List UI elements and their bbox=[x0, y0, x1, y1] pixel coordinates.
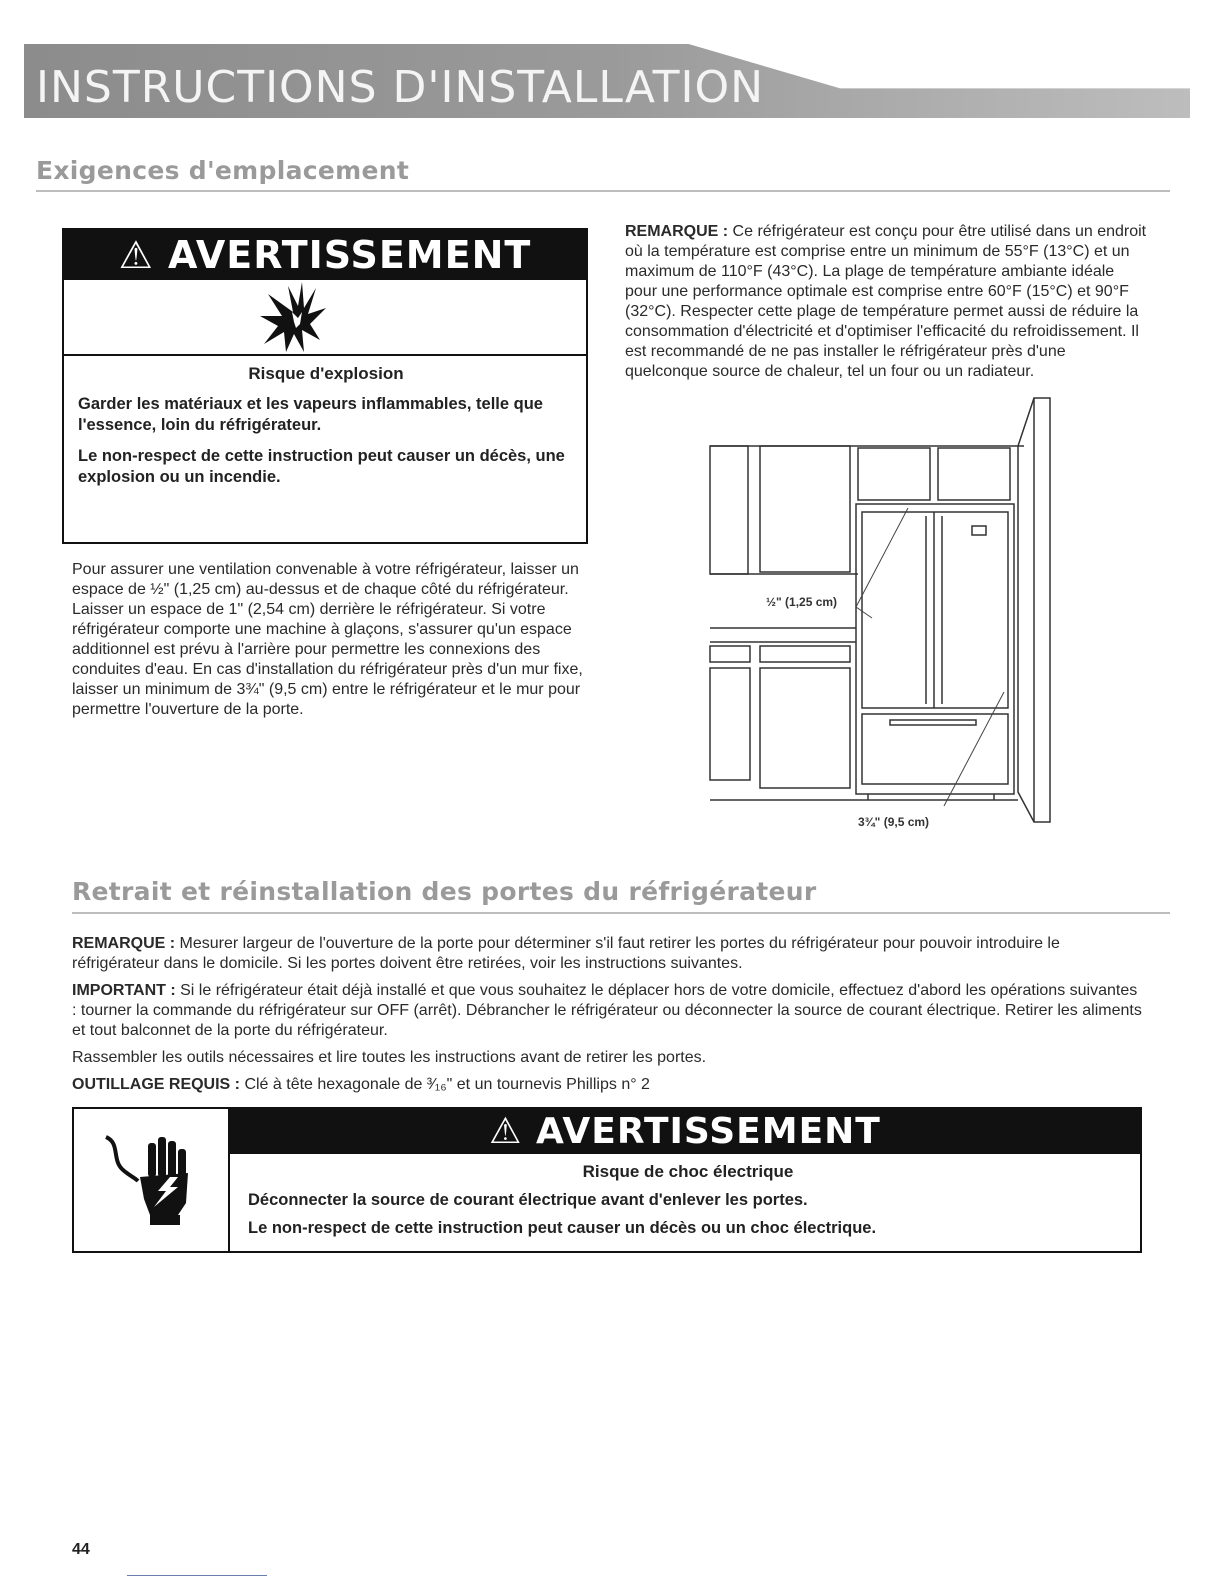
remark-text: Mesurer largeur de l'ouverture de la porte pour déterminer s'il faut retirer les portes du réfrigérateur pour pouvoir introduire le réfrigérateur dans le domicile. Si les portes doivent être retirées, voir les instructions suivantes. bbox=[72, 935, 1060, 972]
footer-line bbox=[127, 1575, 267, 1576]
refrigerator-clearance-diagram bbox=[704, 392, 1054, 842]
warning-label: AVERTISSEMENT bbox=[168, 233, 532, 277]
shock-warning-content bbox=[230, 1109, 1140, 1239]
tools-label: OUTILLAGE REQUIS : bbox=[72, 1076, 240, 1093]
shock-icon-cell bbox=[74, 1109, 230, 1251]
temperature-remark bbox=[625, 222, 1147, 382]
important-label: IMPORTANT : bbox=[72, 982, 176, 999]
page-title: INSTRUCTIONS D'INSTALLATION bbox=[36, 62, 764, 113]
section-heading-doors: Retrait et réinstallation des portes du réfrigérateur bbox=[72, 877, 817, 906]
ventilation-paragraph: Pour assurer une ventilation convenable à votre réfrigérateur, laisser un espace de ½" (1,25 cm) au-dessus et de chaque côté du réfrigérateur. Laisser un espace de 1" (2,54 cm) derrière le réfrigérateur. Si votre réfrigérateur comporte une machine à glaçons, s'assurer qu'un espace additionnel est prévu à l'arrière pour permettre les connexions des conduites d'eau. En cas d'installation du réfrigérateur près d'un mur fixe, laisser un minimum de 3¾" (9,5 cm) entre le réfrigérateur et le mur pour permettre l'ouverture de la porte. bbox=[72, 561, 583, 718]
warning-consequence: Le non-respect de cette instruction peut causer un décès ou un choc électrique. bbox=[248, 1219, 877, 1237]
doors-text-block bbox=[72, 934, 1142, 1095]
warning-instruction: Garder les matériaux et les vapeurs inflammables, telle que l'essence, loin du réfrigérateur. bbox=[78, 395, 543, 434]
warning-header bbox=[230, 1109, 1140, 1154]
page-number: 44 bbox=[72, 1541, 90, 1558]
clearance-label-top: ½" (1,25 cm) bbox=[766, 595, 838, 609]
tools-text: Clé à tête hexagonale de ³⁄₁₆" et un tournevis Phillips n° 2 bbox=[240, 1076, 650, 1093]
section-divider bbox=[72, 912, 1170, 914]
warning-label: AVERTISSEMENT bbox=[535, 1111, 881, 1152]
installation-diagram bbox=[704, 392, 1054, 847]
doors-remark bbox=[72, 934, 1142, 974]
warning-title: Risque d'explosion bbox=[248, 364, 404, 383]
gather-tools-text: Rassembler les outils nécessaires et lire toutes les instructions avant de retirer les portes. bbox=[72, 1049, 707, 1066]
warning-consequence: Le non-respect de cette instruction peut causer un décès, une explosion ou un incendie. bbox=[78, 447, 565, 486]
remark-label: REMARQUE : bbox=[72, 935, 176, 952]
electric-shock-hand-icon bbox=[100, 1129, 200, 1229]
warning-title: Risque de choc électrique bbox=[582, 1162, 794, 1181]
explosion-icon-area bbox=[64, 280, 586, 356]
important-text: Si le réfrigérateur était déjà installé et que vous souhaitez le déplacer hors de votre domicile, effectuez d'abord les opérations suivantes : tourner la commande du réfrigérateur sur OFF (arrêt). Débrancher le réfrigérateur ou déconnecter la source de courant électrique. Retirer les aliments et tout balconnet de la porte du réfrigérateur. bbox=[72, 982, 1142, 1039]
section-divider bbox=[36, 190, 1170, 192]
warning-triangle-icon: ⚠ bbox=[118, 233, 154, 277]
explosion-warning-box bbox=[62, 228, 588, 544]
remark-text: Ce réfrigérateur est conçu pour être utilisé dans un endroit où la température est comprise entre un minimum de 55°F (13°C) et un maximum de 110°F (43°C). La plage de température ambiante idéale pour une performance optimale est comprise entre 60°F (15°C) et 90°F (32°C). Respecter cette plage de température permet aussi de réduire la consommation d'électricité et d'optimiser l'efficacité du refroidissement. Il est recommandé de ne pas installer le réfrigérateur près d'une quelconque source de chaleur, tel un four ou un radiateur. bbox=[625, 223, 1147, 380]
electric-shock-warning-box bbox=[72, 1107, 1142, 1253]
warning-instruction: Déconnecter la source de courant électrique avant d'enlever les portes. bbox=[248, 1191, 808, 1209]
section-heading-location: Exigences d'emplacement bbox=[36, 156, 410, 185]
warning-triangle-icon: ⚠ bbox=[489, 1111, 523, 1152]
doors-important bbox=[72, 981, 1142, 1041]
warning-header bbox=[64, 230, 586, 280]
required-tools bbox=[72, 1075, 1142, 1095]
remark-label: REMARQUE : bbox=[625, 223, 729, 240]
explosion-icon bbox=[258, 282, 328, 354]
clearance-label-bottom: 3¾" (9,5 cm) bbox=[858, 815, 930, 829]
